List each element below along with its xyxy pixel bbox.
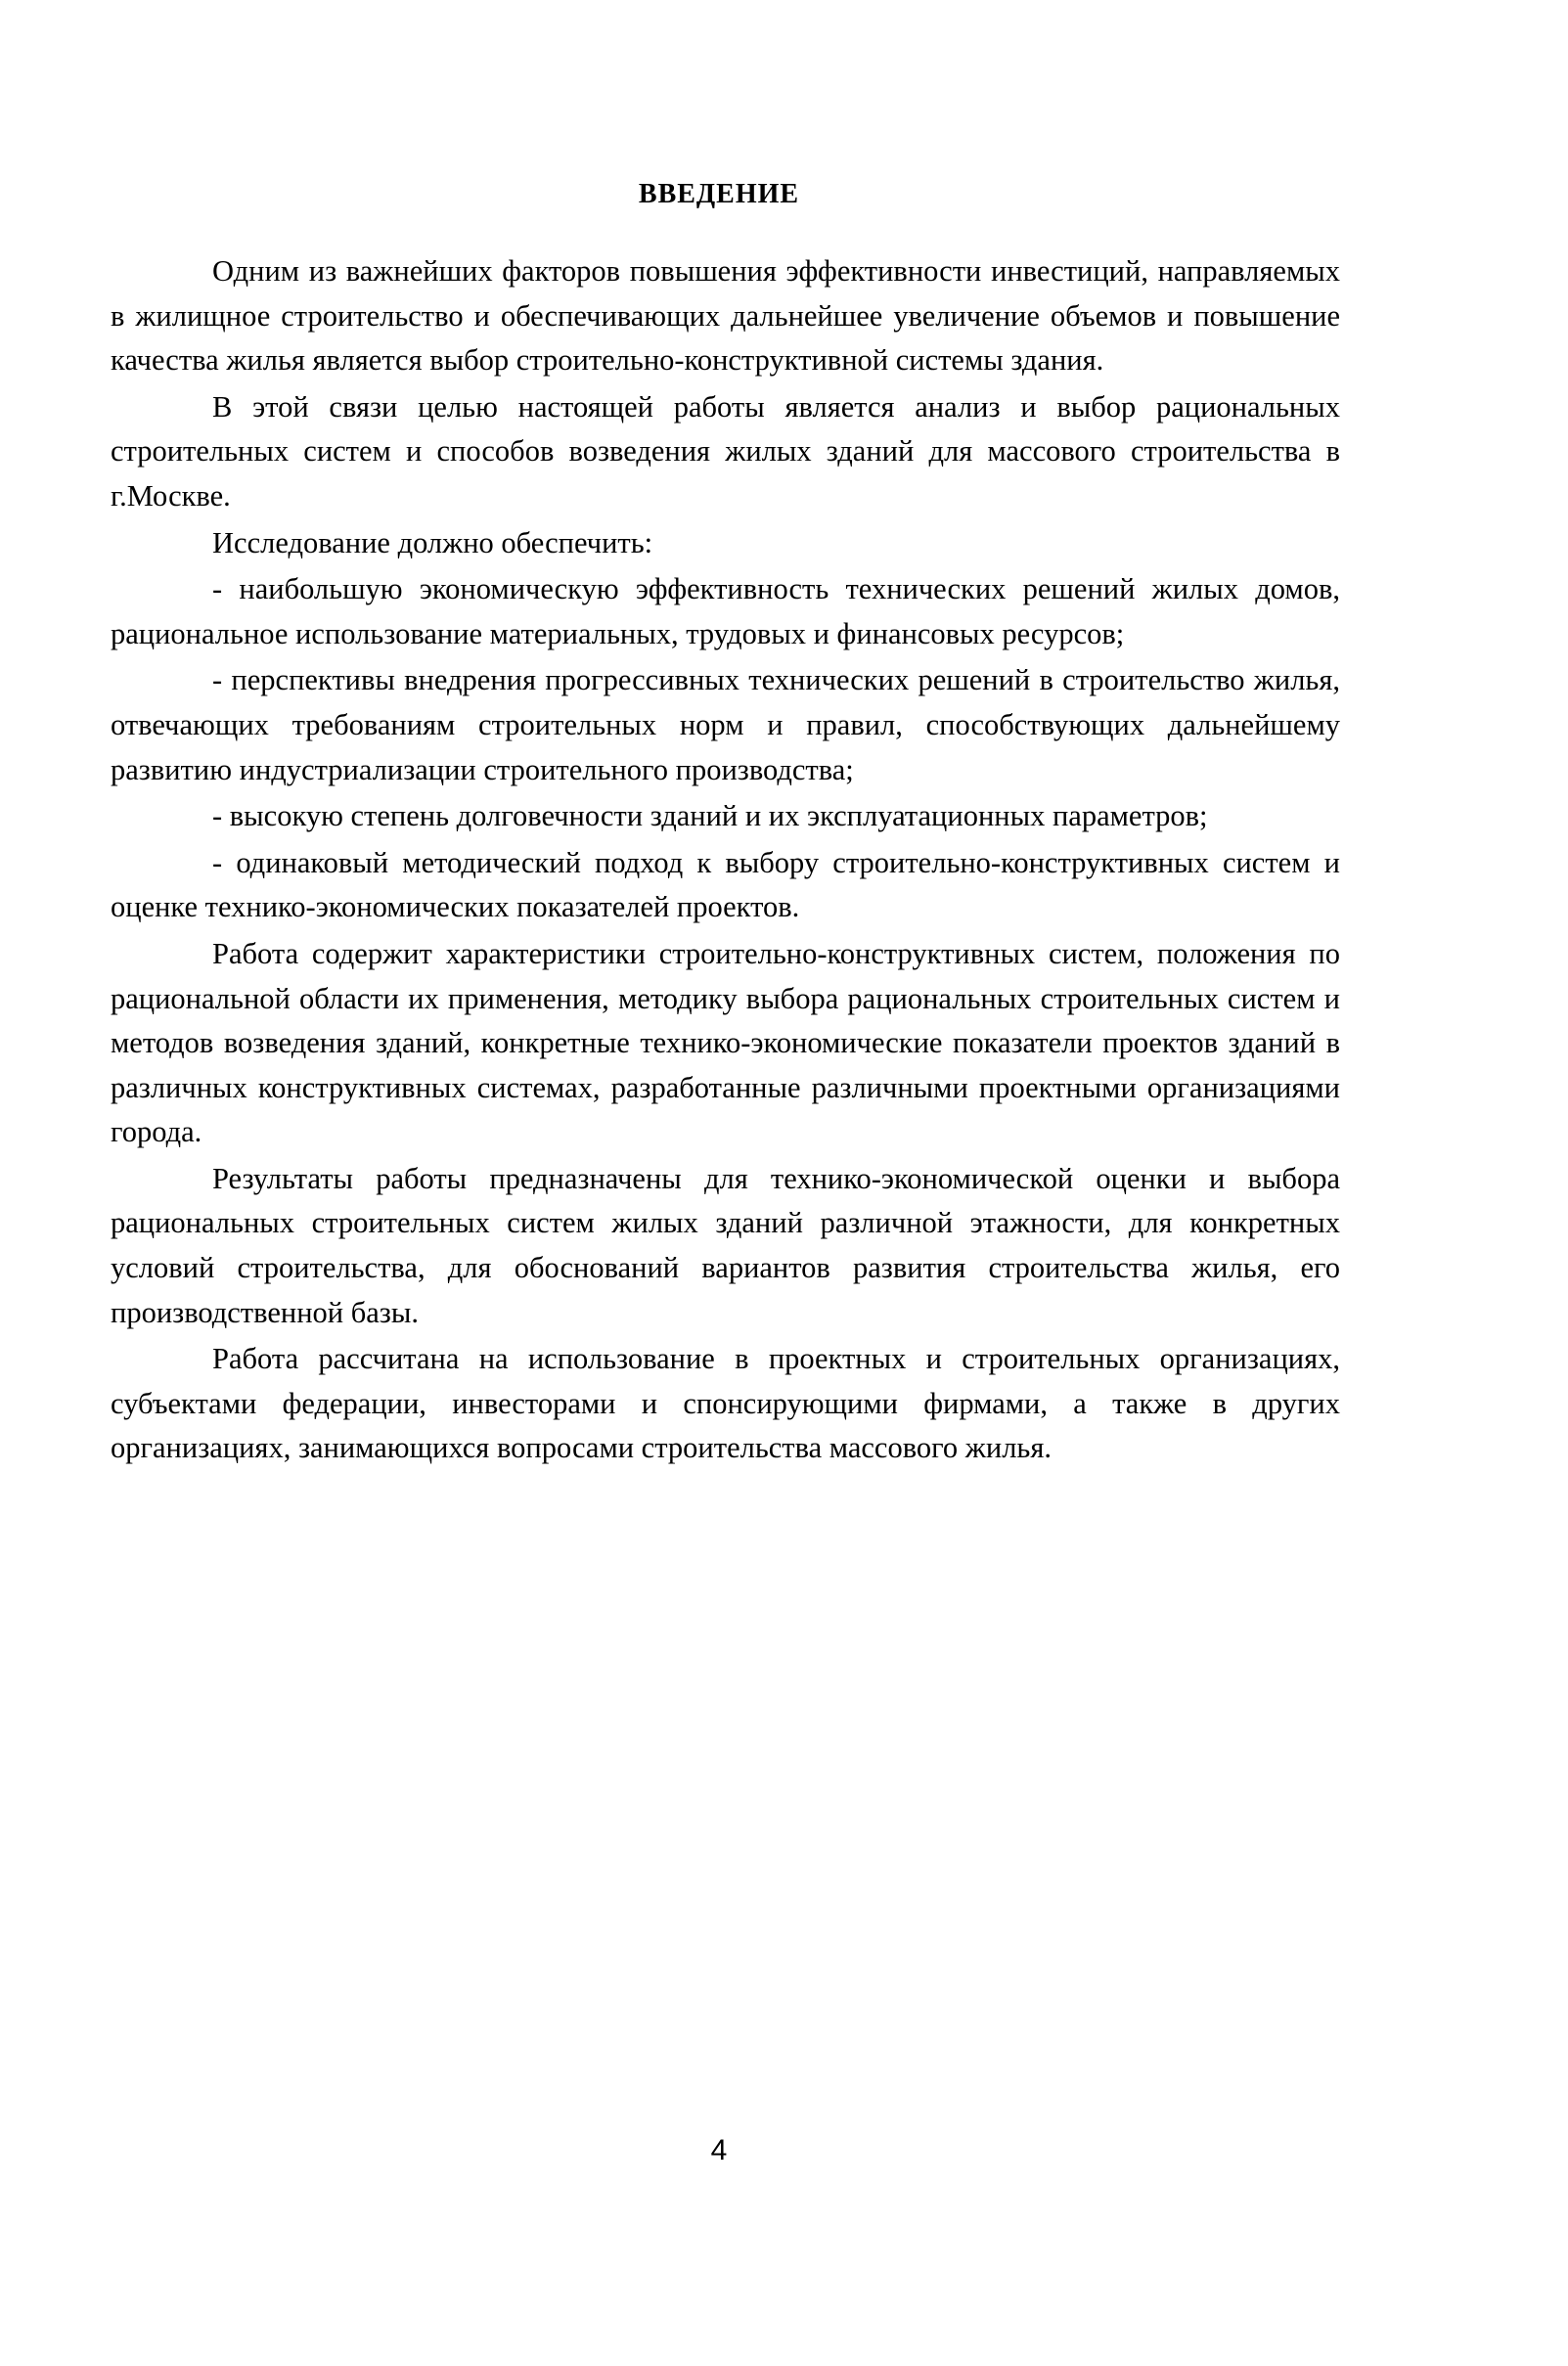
- paragraph-contents: Работа содержит характеристики строительно-конструктивных систем, положения по рациональной области их применения, методику выбора рациональных строительных систем и методов возведения зданий, конкретные технико-экономические показатели проектов зданий в различных конструктивных системах, разработанные различными проектными организациями города.: [111, 936, 1340, 1149]
- paragraph-intro: Одним из важнейших факторов повышения эффективности инвестиций, направляемых в жилищное строительство и обеспечивающих дальнейшее увеличение объемов и повышение качества жилья является выбор строительно-конструктивной системы здания.: [111, 254, 1340, 378]
- list-item: - высокую степень долговечности зданий и их эксплуатационных параметров;: [212, 799, 1208, 833]
- list-item: - одинаковый методический подход к выбору строительно-конструктивных систем и оценке технико-экономических показателей проектов.: [111, 845, 1340, 924]
- list-item: - перспективы внедрения прогрессивных технических решений в строительство жилья, отвечающих требованиям строительных норм и правил, способствующих дальнейшему развитию индустриализации строительного производства;: [111, 663, 1340, 786]
- body-text: [111, 249, 1340, 1473]
- page-number: 4: [710, 2134, 728, 2166]
- section-title: ВВЕДЕНИЕ: [638, 179, 800, 209]
- paragraph-requirements-lead: Исследование должно обеспечить:: [212, 525, 653, 559]
- paragraph-goal: В этой связи целью настоящей работы является анализ и выбор рациональных строительных систем и способов возведения жилых зданий для массового строительства в г.Москве.: [111, 389, 1340, 513]
- paragraph-audience: Работа рассчитана на использование в проектных и строительных организациях, субъектами федерации, инвесторами и спонсирующими фирмами, а также в других организациях, занимающихся вопросами строительства массового жилья.: [111, 1342, 1340, 1465]
- paragraph-results: Результаты работы предназначены для технико-экономической оценки и выбора рациональных строительных систем жилых зданий различной этажности, для конкретных условий строительства, для обоснований вариантов развития строительства жилья, его производственной базы.: [111, 1161, 1340, 1329]
- list-item: - наибольшую экономическую эффективность технических решений жилых домов, рациональное использование материальных, трудовых и финансовых ресурсов;: [111, 572, 1340, 650]
